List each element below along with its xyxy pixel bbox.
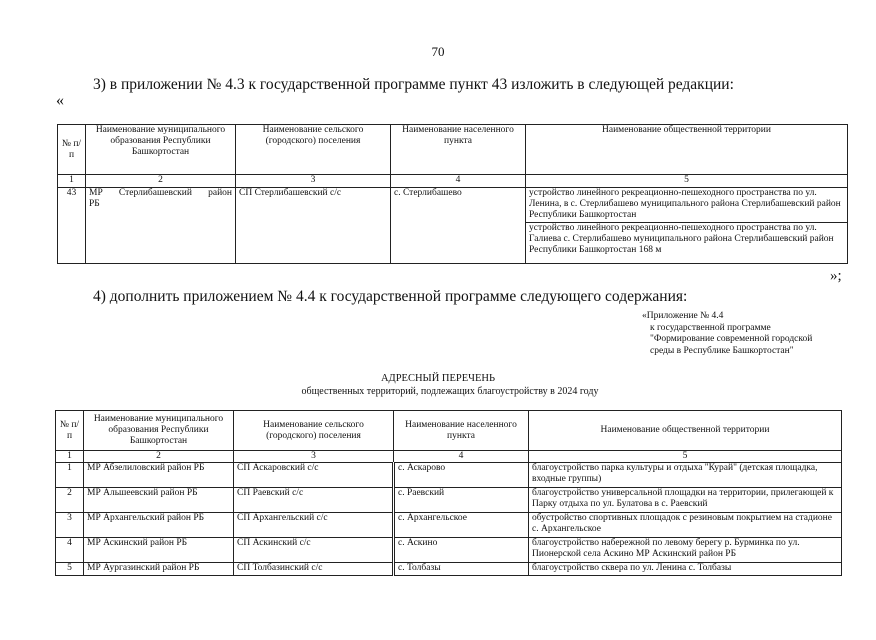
header-settlement: Наименование населенного пункта [391, 125, 526, 175]
row-settlement: с. Аскарово [394, 463, 529, 488]
row-settlement: с. Аскино [394, 538, 529, 563]
row-num: 2 [56, 488, 84, 513]
appendix-4-3-table [57, 124, 848, 264]
table-row [56, 463, 842, 488]
territory-item: устройство линейного рекреационно-пешеходного пространства по ул. Ленина, в с. Стерлибашево муниципального района Стерлибашевский район Республики Башкортостан [529, 188, 841, 220]
row-territory: благоустройство сквера по ул. Ленина с. Толбазы [529, 563, 842, 576]
table-header-row [58, 125, 848, 175]
col-number: 3 [234, 451, 394, 463]
row-territory: обустройство спортивных площадок с резиновым покрытием на стадионе с. Архангельское [529, 513, 842, 538]
row-municipality: МР Альшеевский район РБ [84, 488, 234, 513]
col-number: 3 [236, 175, 391, 188]
header-num: № п/п [56, 411, 84, 451]
header-municipality: Наименование муниципального образования Республики Башкортостан [86, 125, 236, 175]
row-settlement-council: СП Толбазинский с/с [234, 563, 394, 576]
row-settlement-council: СП Архангельский с/с [234, 513, 394, 538]
amendment-paragraph-4: 4) дополнить приложением № 4.4 к государственной программе следующего содержания: [93, 288, 688, 305]
list-subtitle: общественных территорий, подлежащих благоустройству в 2024 году [301, 386, 599, 397]
col-number: 2 [86, 175, 236, 188]
territory-item: устройство линейного рекреационно-пешеходного пространства по ул. Галиева с. Стерлибашево муниципального района Стерлибашевский район Республики Башкортостан 168 м [526, 222, 847, 256]
col-number: 4 [394, 451, 529, 463]
col-number: 5 [529, 451, 842, 463]
appendix-header [642, 311, 812, 357]
page-number: 70 [431, 44, 445, 59]
row-settlement-council: СП Аскинский с/с [234, 538, 394, 563]
row-municipality-line1: МР Стерлибашевский район [89, 188, 232, 198]
table-row [58, 188, 848, 264]
row-num: 4 [56, 538, 84, 563]
header-territory: Наименование общественной территории [526, 125, 848, 175]
row-settlement: с. Толбазы [394, 563, 529, 576]
header-num: № п/п [58, 125, 86, 175]
row-num: 43 [58, 188, 86, 264]
address-list-table [55, 410, 842, 576]
row-municipality: МР Абзелиловский район РБ [84, 463, 234, 488]
amendment-paragraph-3: 3) в приложении № 4.3 к государственной программе пункт 43 изложить в следующей редакции: [93, 76, 734, 93]
row-num: 5 [56, 563, 84, 576]
table-header-row [56, 411, 842, 451]
opening-quote: « [56, 92, 64, 109]
row-settlement-council: СП Стерлибашевский с/с [236, 188, 391, 264]
header-settlement-council: Наименование сельского (городского) поселения [236, 125, 391, 175]
appendix-line: к государственной программе [650, 322, 771, 333]
table-row [56, 538, 842, 563]
col-number: 1 [56, 451, 84, 463]
row-territory: благоустройство парка культуры и отдыха "Курай" (детская площадка, входные группы) [529, 463, 842, 488]
col-number: 4 [391, 175, 526, 188]
row-territory: благоустройство набережной по левому берегу р. Бурминка по ул. Пионерской села Аскино МР Аскинский район РБ [529, 538, 842, 563]
header-settlement: Наименование населенного пункта [394, 411, 529, 451]
row-municipality: МР Архангельский район РБ [84, 513, 234, 538]
row-municipality-line2: РБ [89, 199, 100, 209]
col-number: 5 [526, 175, 848, 188]
row-settlement-council: СП Раевский с/с [234, 488, 394, 513]
list-title: АДРЕСНЫЙ ПЕРЕЧЕНЬ [380, 373, 496, 384]
row-territory [526, 188, 848, 264]
column-numbers-row [56, 451, 842, 463]
table-row [56, 563, 842, 576]
column-numbers-row [58, 175, 848, 188]
col-number: 2 [84, 451, 234, 463]
row-municipality: МР Аскинский район РБ [84, 538, 234, 563]
row-settlement: с. Раевский [394, 488, 529, 513]
col-number: 1 [58, 175, 86, 188]
closing-quote: »; [830, 268, 842, 284]
appendix-line: "Формирование современной городской [650, 334, 813, 344]
row-num: 3 [56, 513, 84, 538]
row-num: 1 [56, 463, 84, 488]
header-territory: Наименование общественной территории [529, 411, 842, 451]
row-territory: благоустройство универсальной площадки на территории, прилегающей к Парку отдыха по ул. Булатова в с. Раевский [529, 488, 842, 513]
row-municipality: МР Аургазинский район РБ [84, 563, 234, 576]
row-settlement: с. Архангельское [394, 513, 529, 538]
header-settlement-council: Наименование сельского (городского) поселения [234, 411, 394, 451]
row-settlement: с. Стерлибашево [391, 188, 526, 264]
table-row [56, 488, 842, 513]
header-municipality: Наименование муниципального образования Республики Башкортостан [84, 411, 234, 451]
appendix-line: «Приложение № 4.4 [642, 311, 724, 321]
row-municipality [86, 188, 236, 264]
row-settlement-council: СП Аскаровский с/с [234, 463, 394, 488]
table-row [56, 513, 842, 538]
appendix-line: среды в Республике Башкортостан" [650, 345, 794, 356]
